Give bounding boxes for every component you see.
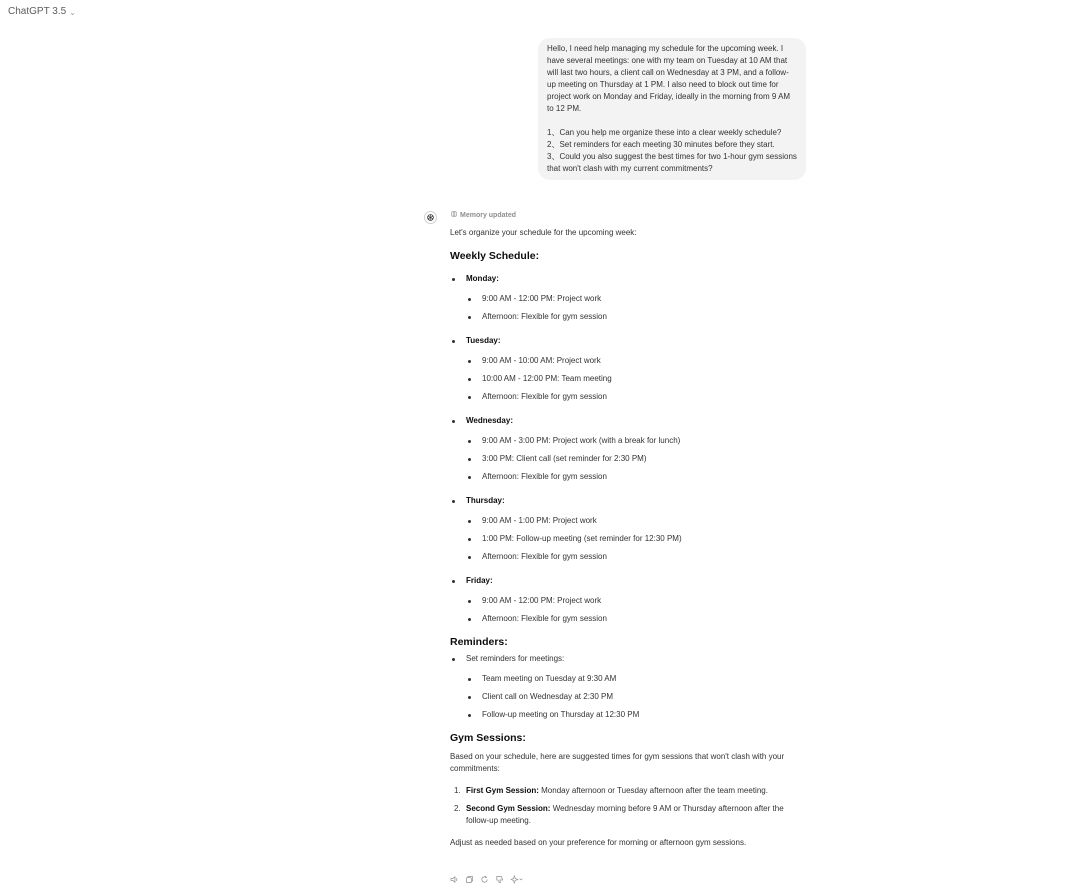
message-actions	[450, 875, 524, 884]
list-item: Afternoon: Flexible for gym session	[450, 613, 800, 625]
memory-icon	[451, 211, 457, 219]
closing-note: Adjust as needed based on your preference for morning or afternoon gym sessions.	[450, 838, 747, 847]
model-picker[interactable]	[8, 6, 76, 17]
user-message-bubble	[538, 38, 806, 180]
list-item: Afternoon: Flexible for gym session	[450, 391, 800, 403]
list-item: 9:00 AM - 1:00 PM: Project work	[450, 515, 800, 527]
list-item: Client call on Wednesday at 2:30 PM	[450, 691, 800, 703]
day-label: Monday:	[466, 274, 499, 283]
day-label: Thursday:	[466, 496, 505, 505]
day-wednesday	[450, 415, 800, 427]
chatgpt-logo-icon	[424, 211, 437, 224]
regenerate-icon[interactable]	[480, 875, 489, 884]
day-label: Tuesday:	[466, 336, 501, 345]
list-item: Team meeting on Tuesday at 9:30 AM	[450, 673, 800, 685]
day-label: Friday:	[466, 576, 493, 585]
read-aloud-icon[interactable]	[450, 875, 459, 884]
reminders-lead: Set reminders for meetings:	[450, 653, 800, 665]
list-item: 9:00 AM - 12:00 PM: Project work	[450, 595, 800, 607]
list-item: Follow-up meeting on Thursday at 12:30 PM	[450, 709, 800, 721]
list-item: 3:00 PM: Client call (set reminder for 2:30 PM)	[450, 453, 800, 465]
memory-updated-indicator[interactable]	[451, 211, 516, 219]
list-item: 9:00 AM - 3:00 PM: Project work (with a break for lunch)	[450, 435, 800, 447]
list-item: 10:00 AM - 12:00 PM: Team meeting	[450, 373, 800, 385]
day-monday	[450, 273, 800, 285]
gym-intro: Based on your schedule, here are suggested times for gym sessions that won't clash with your commitments:	[450, 752, 785, 773]
user-message-paragraph: Hello, I need help managing my schedule for the upcoming week. I have several meetings: one with my team on Tuesday at 10 AM that will last two hours, a client call on Wednesday at 3 PM, and a follow-up meeting on Thursday at 1 PM. I also need to block out time for project work on Monday and Friday, ideally in the morning from 9 AM to 12 PM.	[547, 44, 791, 113]
day-friday	[450, 575, 800, 587]
weekly-schedule-heading: Weekly Schedule:	[450, 250, 540, 262]
user-message-item-3: 3、Could you also suggest the best times for two 1-hour gym sessions that won't clash with my current commitments?	[547, 152, 797, 173]
list-item: Afternoon: Flexible for gym session	[450, 311, 800, 323]
day-label: Wednesday:	[466, 416, 513, 425]
user-message-item-1: 1、Can you help me organize these into a clear weekly schedule?	[547, 128, 782, 137]
list-item: 9:00 AM - 10:00 AM: Project work	[450, 355, 800, 367]
day-thursday	[450, 495, 800, 507]
list-item: Afternoon: Flexible for gym session	[450, 471, 800, 483]
reminders-heading: Reminders:	[450, 636, 508, 648]
copy-icon[interactable]	[465, 875, 474, 884]
gym-sessions-heading: Gym Sessions:	[450, 732, 526, 744]
user-message-item-2: 2、Set reminders for each meeting 30 minutes before they start.	[547, 140, 775, 149]
day-tuesday	[450, 335, 800, 347]
assistant-response	[450, 227, 800, 849]
gym-item-2: 2. Second Gym Session: Wednesday morning before 9 AM or Thursday afternoon after the follow-up meeting.	[454, 804, 784, 825]
model-name: ChatGPT 3.5	[8, 6, 67, 17]
memory-label: Memory updated	[460, 211, 517, 219]
model-switch-icon[interactable]	[510, 875, 524, 884]
list-item: 9:00 AM - 12:00 PM: Project work	[450, 293, 800, 305]
response-intro: Let's organize your schedule for the upcoming week:	[450, 228, 637, 237]
thumbs-down-icon[interactable]	[495, 875, 504, 884]
list-item: Afternoon: Flexible for gym session	[450, 551, 800, 563]
gym-item-1: 1. First Gym Session: Monday afternoon or Tuesday afternoon after the team meeting.	[454, 786, 768, 795]
chevron-down-icon: ⌄	[69, 7, 76, 17]
list-item: 1:00 PM: Follow-up meeting (set reminder for 12:30 PM)	[450, 533, 800, 545]
